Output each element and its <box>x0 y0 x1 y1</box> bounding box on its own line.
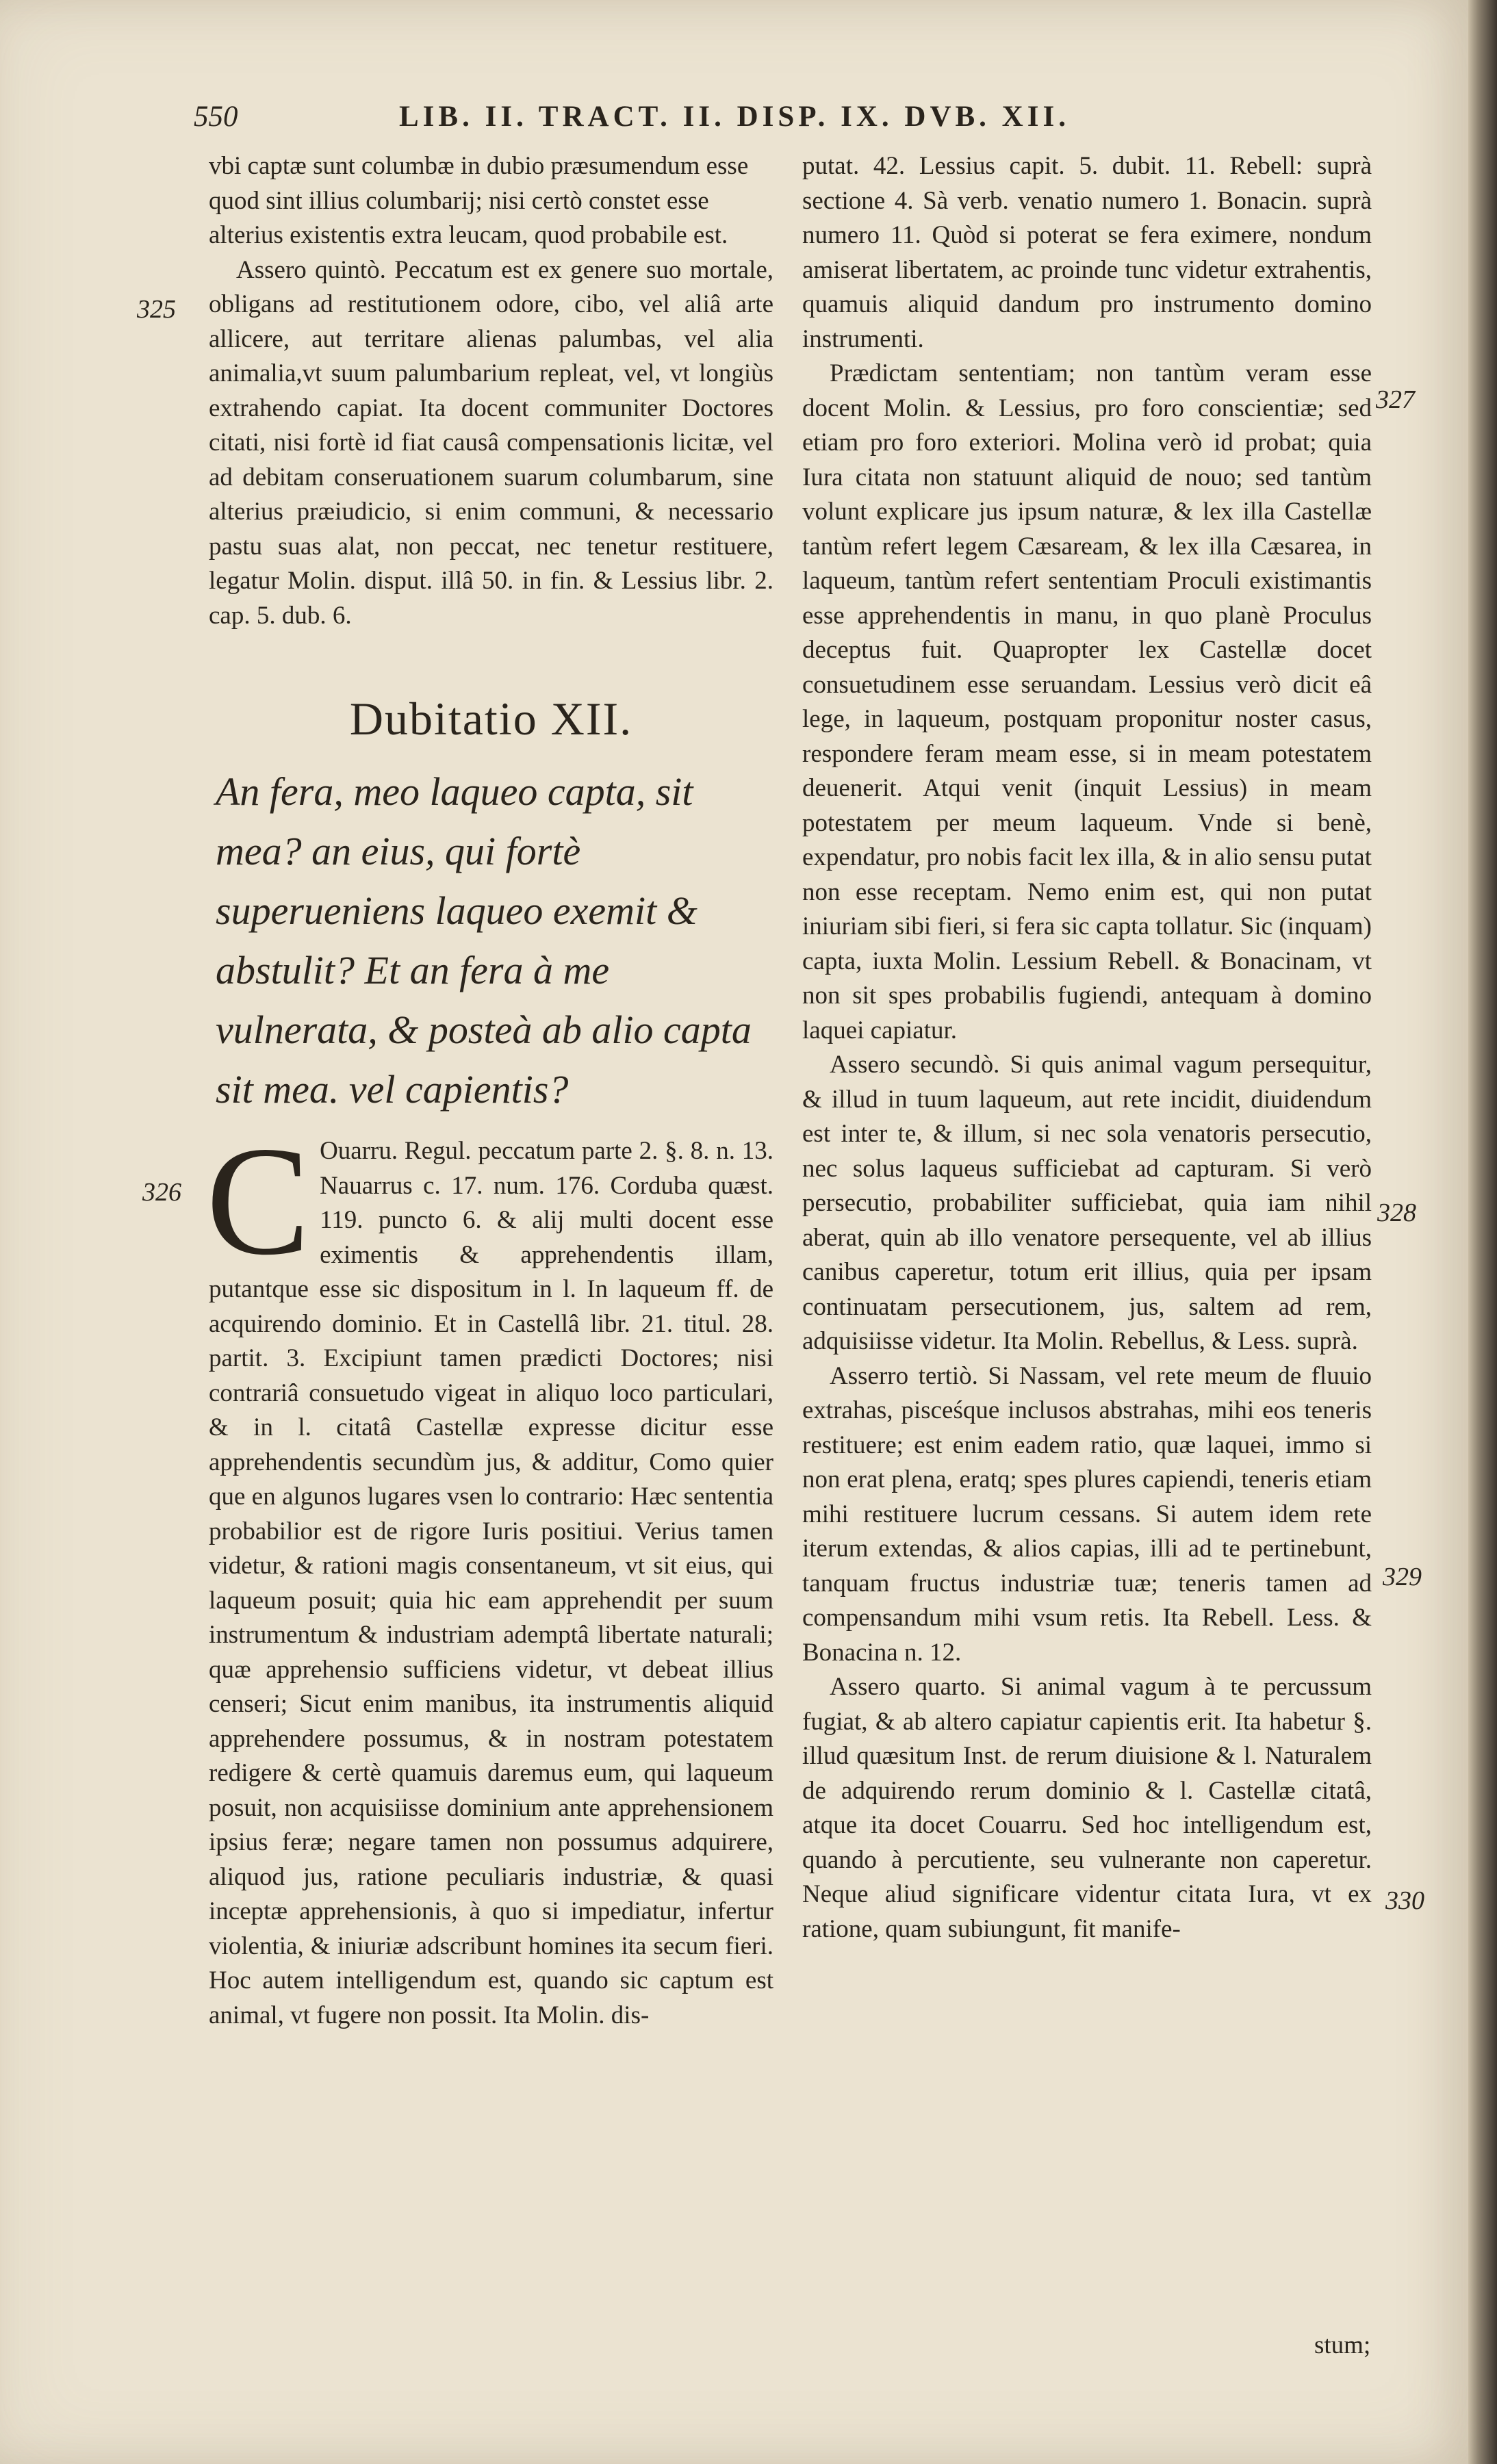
catchword: stum; <box>1314 2331 1371 2359</box>
margin-number-328: 328 <box>1377 1198 1416 1227</box>
right-paragraph-5: Assero quarto. Si animal vagum à te percussum fugiat, & ab altero capiatur capientis erit. Ita habetur §. illud quæsitum Inst. de rerum diuisione & l. Naturalem de adquirendo rerum dominio & l. Castellæ citatâ, atque ita docet Couarru. Sed hoc intelligendum est, quando à percutiente, seu vulnerante non caperetur. Neque aliud significare videntur citata Iura, vt ex ratione, quam subiungunt, fit manife- <box>802 1673 1372 1943</box>
left-paragraph-3-text: Ouarru. Regul. peccatum parte 2. §. 8. n. 13. Nauarrus c. 17. num. 176. Corduba quæst. 119. puncto 6. & alij multi docent esse eximentis & apprehendentis illam, putantque esse sic dispositum in l. In laqueum ff. de acquirendo dominio. Et in Castellâ libr. 21. titul. 28. partit. 3. Excipiunt tamen prædicti Doctores; nisi contrariâ consuetudo vigeat in aliquo loco particulari, & in l. citatâ Castellæ expresse dicitur esse apprehendentis secundùm jus, & additur, Como quier que en algunos lugares vsen lo contrario: Hæc sententia probabilior est de rigore Iuris positiui. Verius tamen videtur, & rationi magis consentaneum, vt sit eius, qui laqueum posuit; quia hic eam apprehendit per suum instrumentum & industriam ademptâ libertate naturali; quæ apprehensio sufficiens videtur, vt debeat illius censeri; Sicut enim manibus, ita instrumentis aliquid apprehendere possumus, & in nostram potestatem redigere & certè quamuis daremus eum, qui laqueum posuit, non acquisiisse dominium ante apprehensionem ipsius feræ; negare tamen non possumus adquirere, aliquod jus, ratione peculiaris industriæ, & quasi inceptæ apprehensionis, à quo si impediatur, infertur violentia, & iniuriæ adscribunt homines ita secum fieri. Hoc autem intelligendum est, quando sic captum est animal, vt fugere non possit. Ita Molin. dis- <box>209 1137 773 2029</box>
dubitatio-question: An fera, meo laqueo capta, sit mea? an eius, qui fortè superueniens laqueo exemit & abstulit? Et an fera à me vulnerata, & posteà ab alio capta sit mea. vel capientis? <box>216 769 752 1112</box>
running-title: LIB. II. TRACT. II. DISP. IX. DVB. XII. <box>399 101 1070 133</box>
left-paragraph-2: Assero quintò. Peccatum est ex genere suo mortale, obligans ad restitutionem odore, cibo, vel aliâ arte allicere, aut territare alienas palumbas, vel alia animalia,vt suum palumbarium repleat, vel, vt longiùs extrahendo capiat. Ita docent communiter Doctores citati, nisi fortè id fiat causâ compensationis licitæ, vel ad debitam conseruationem suarum columbarum, sine alterius præiudicio, si enim communi, & necessario pastu suas alat, non peccat, nec tenetur restituere, legatur Molin. disput. illâ 50. in fin. & Lessius libr. 2. cap. 5. dub. 6. <box>209 255 773 630</box>
right-paragraph-3: Assero secundò. Si quis animal vagum persequitur, & illud in tuum laqueum, aut rete incidit, diuidendum est inter te, & illum, si nec sola venatoris persecutio, nec solus laqueus sufficiebat ad capturam. Si verò persecutio, probabiliter sufficiebat, quia iam nihil aberat, quin ab illo venatore persequente, vel ab illius canibus caperetur, totum erit illius, quia per ipsam continuatam persecutionem, jus, saltem ad rem, adquisiisse videtur. Ita Molin. Rebellus, & Less. suprà. <box>802 1051 1372 1355</box>
margin-number-330: 330 <box>1385 1886 1424 1915</box>
left-paragraph-1: vbi captæ sunt columbæ in dubio præsumendum esse quod sint illius columbarij; nisi certò constet esse alterius existentis extra leucam, quod probabile est. <box>209 152 749 249</box>
drop-cap: C <box>206 1115 311 1287</box>
right-paragraph-2: Prædictam sententiam; non tantùm veram esse docent Molin. & Lessius, pro foro conscientiæ; sed etiam pro foro exteriori. Molina verò id probat; quia Iura citata non statuunt aliquid de nouo; sed tantùm volunt explicare jus ipsum naturæ, & lex illa Castellæ tantùm refert legem Cæsaream, & lex illa Cæsarea, in laqueum, tantùm refert sententiam Proculi existimantis esse apprehendentis in manu, in quo planè Proculus deceptus fuit. Quapropter lex Castellæ docet consuetudinem esse seruandam. Lessius verò dicit eâ lege, in laqueum, postquam proponitur noster casus, respondere feram meam esse, si in meam potestatem deuenerit. Atqui venit (inquit Lessius) in meam potestatem per meum laqueum. Vnde si benè, expendatur, pro nobis facit lex illa, & in alio sensu putat non esse receptam. Nemo enim est, qui non putat iniuriam sibi fieri, si fera sic capta tollatur. Sic (inquam) capta, iuxta Molin. Lessium Rebell. & Bonacinam, vt non sit spes probabilis fugiendi, antequam à domino laquei capiatur. <box>802 359 1372 1044</box>
book-gutter <box>1468 0 1497 2464</box>
dubitatio-title: Dubitatio XII. <box>349 693 633 745</box>
page-number: 550 <box>194 101 238 133</box>
margin-number-325: 325 <box>137 295 176 324</box>
right-column <box>802 149 1372 1947</box>
left-column <box>206 149 773 2033</box>
right-paragraph-1: putat. 42. Lessius capit. 5. dubit. 11. Rebell: suprà sectione 4. Sà verb. venatio numero 1. Bonacin. suprà numero 11. Quòd si poterat se fera eximere, nondum amiserat libertatem, ac proinde tunc videtur extrahentis, quamuis aliquid dandum pro instrumento domino instrumenti. <box>802 152 1372 353</box>
left-paragraph-3 <box>206 1115 773 2033</box>
margin-number-327: 327 <box>1376 385 1415 414</box>
running-header <box>194 100 1426 141</box>
margin-number-326: 326 <box>142 1178 181 1207</box>
right-paragraph-4: Asserro tertiò. Si Nassam, vel rete meum de fluuio extrahas, pisceśque inclusos abstrahas, mihi eos teneris restituere; est enim eadem ratio, quæ laquei, immo si non erat plena, eratq; spes plures capiendi, teneris etiam mihi restituere lucrum cessans. Si autem idem rete iterum extendas, & alios capias, illi ad te pertinebunt, tanquam fructus industriæ tuæ; teneris tamen ad compensandum mihi vsum retis. Ita Rebell. Less. & Bonacina n. 12. <box>802 1361 1372 1667</box>
margin-number-329: 329 <box>1383 1563 1422 1591</box>
